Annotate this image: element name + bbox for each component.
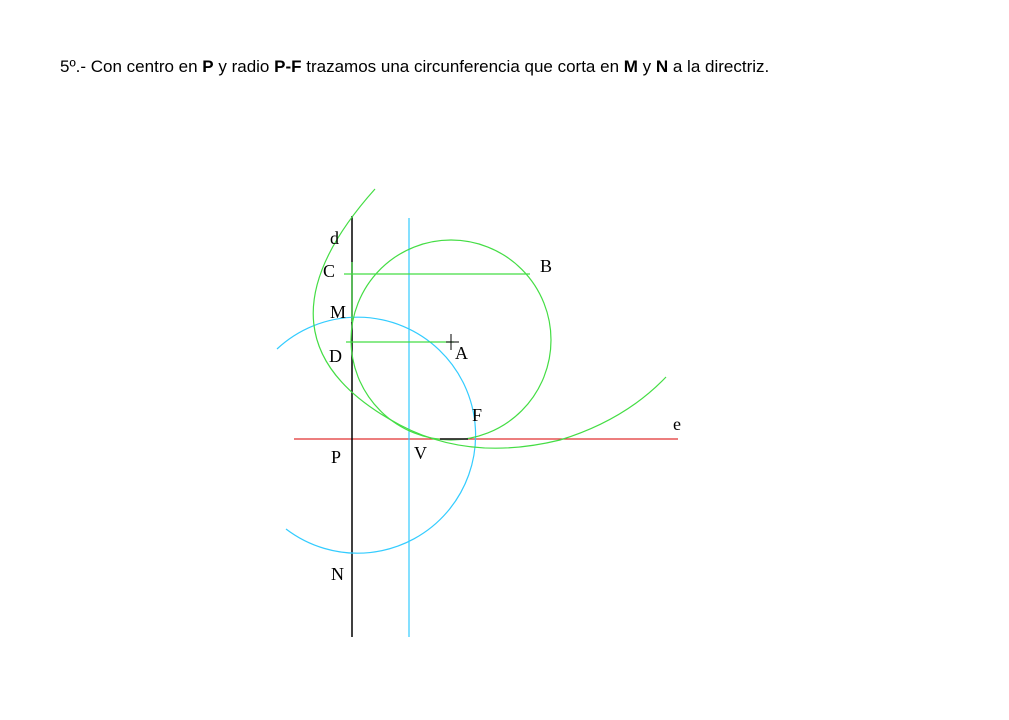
caption-text-5: a la directriz. [668,57,770,76]
label-d-point: D [329,346,342,366]
caption-text-3: trazamos una circunferencia que corta en [301,57,624,76]
caption-point-p: P [202,57,214,76]
caption-radius-pf: P-F [274,57,302,76]
caption-point-m: M [623,57,638,76]
circle-center-p [277,317,476,553]
caption-text-4: y [637,57,656,76]
caption-text-1: 5º.- Con centro en [60,57,203,76]
label-v: V [414,443,427,463]
caption-point-n: N [655,57,669,76]
label-a: A [455,343,468,363]
label-n: N [331,564,344,584]
caption-text-2: y radio [213,57,275,76]
label-e: e [673,414,681,434]
label-f: F [472,405,483,425]
label-p: P [331,447,342,467]
label-m: M [330,302,347,322]
label-b: B [540,256,553,276]
label-c: C [323,261,336,281]
label-d: d [330,228,339,248]
construction-arc [313,189,666,448]
